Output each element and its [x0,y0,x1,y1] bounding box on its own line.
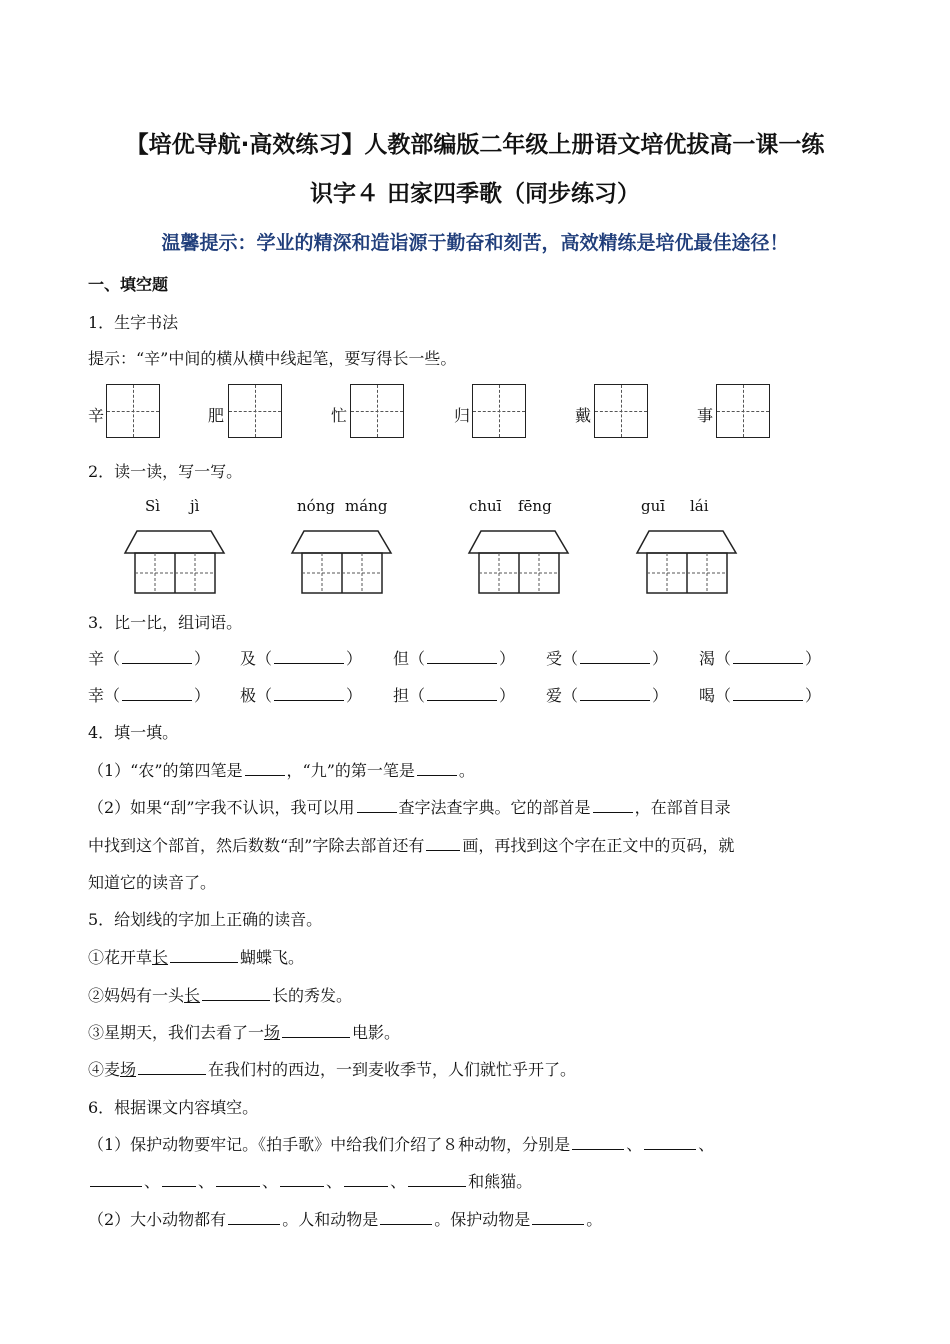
answer-blank[interactable] [427,649,497,664]
q6-part1-line1: （1）保护动物要牢记。《拍手歌》中给我们介绍了８种动物，分别是 、 、 [88,1135,715,1154]
answer-blank[interactable] [122,686,192,701]
q4-title: 4．填一填。 [88,723,179,742]
answer-blank[interactable] [427,686,497,701]
answer-blank[interactable] [202,986,270,1001]
grid-char: 肥 [208,406,225,425]
answer-blank[interactable] [280,1172,324,1187]
pinyin: chuī [469,497,502,515]
compare-item: 幸（ ） [88,686,211,705]
answer-blank[interactable] [580,649,650,664]
answer-blank[interactable] [417,761,457,776]
q5-item: ②妈妈有一头长 长的秀发。 [88,986,353,1005]
q4-part2-line3: 知道它的读音了。 [88,873,217,892]
answer-blank[interactable] [282,1023,350,1038]
answer-blank[interactable] [733,649,803,664]
q6-title: 6．根据课文内容填空。 [88,1098,259,1117]
compare-item: 渴（ ） [699,649,822,668]
grid-char: 忙 [331,406,348,425]
answer-blank[interactable] [380,1210,432,1225]
q3-title: 3．比一比，组词语。 [88,613,243,632]
page-title: 【培优导航·高效练习】人教部编版二年级上册语文培优拔高一课一练 [125,132,825,158]
answer-blank[interactable] [532,1210,584,1225]
grid-char: 归 [454,406,471,425]
section-title: 一、填空题 [88,275,169,294]
compare-item: 喝（ ） [699,686,822,705]
q5-title: 5．给划线的字加上正确的读音。 [88,910,323,929]
pinyin-house-box[interactable] [123,530,227,594]
answer-blank[interactable] [245,761,285,776]
pinyin: guī [641,497,666,515]
compare-item: 但（ ） [393,649,516,668]
compare-item: 爱（ ） [546,686,669,705]
grid-char: 戴 [575,406,592,425]
q4-part1: （1）“农”的第四笔是 ，“九”的第一笔是 。 [88,761,475,780]
page-subtitle: 识字４ 田家四季歌（同步练习） [309,181,640,207]
answer-blank[interactable] [580,686,650,701]
q5-item: ③星期天，我们去看了一场 电影。 [88,1023,401,1042]
pinyin: Sì [145,497,161,515]
answer-blank[interactable] [274,686,344,701]
answer-blank[interactable] [228,1210,280,1225]
pinyin: lái [690,497,709,515]
pinyin: máng [345,497,388,515]
grid-char: 辛 [88,406,105,425]
answer-blank[interactable] [408,1172,466,1187]
compare-item: 受（ ） [546,649,669,668]
pinyin-house-box[interactable] [467,530,571,594]
q5-item: ④麦场 在我们村的西边，一到麦收季节，人们就忙乎开了。 [88,1060,577,1079]
answer-blank[interactable] [426,836,460,851]
writing-box[interactable] [228,384,282,438]
answer-blank[interactable] [138,1060,206,1075]
q2-title: 2．读一读，写一写。 [88,462,243,481]
q6-part1-line2: 、 、 、 、 、 和熊猫。 [88,1169,532,1192]
q4-part2-line2: 中找到这个部首，然后数数“刮”字除去部首还有 画，再找到这个字在正文中的页码，就 [88,836,735,855]
pinyin-house-box[interactable] [635,530,739,594]
answer-blank[interactable] [216,1172,260,1187]
compare-item: 极（ ） [240,686,363,705]
pinyin: nóng [297,497,335,515]
compare-item: 辛（ ） [88,649,211,668]
q1-hint: 提示：“辛”中间的横从横中线起笔，要写得长一些。 [88,349,457,368]
answer-blank[interactable] [733,686,803,701]
compare-item: 及（ ） [240,649,363,668]
answer-blank[interactable] [274,649,344,664]
tip-banner: 温馨提示：学业的精深和造诣源于勤奋和刻苦，高效精练是培优最佳途径！ [161,232,789,254]
answer-blank[interactable] [170,948,238,963]
q4-part2-line1: （2）如果“刮”字我不认识，我可以用 查字法查字典。它的部首是 ，在部首目录 [88,798,731,817]
answer-blank[interactable] [90,1172,142,1187]
compare-item: 担（ ） [393,686,516,705]
answer-blank[interactable] [122,649,192,664]
q5-item: ①花开草长 蝴蝶飞。 [88,948,305,967]
writing-box[interactable] [350,384,404,438]
pinyin: jì [190,497,200,515]
q6-part2: （2）大小动物都有 。人和动物是 。保护动物是 。 [88,1210,603,1229]
writing-box[interactable] [472,384,526,438]
writing-box[interactable] [594,384,648,438]
pinyin-house-box[interactable] [290,530,394,594]
answer-blank[interactable] [593,798,633,813]
answer-blank[interactable] [644,1135,696,1150]
pinyin: fēng [518,497,552,515]
answer-blank[interactable] [572,1135,624,1150]
grid-char: 事 [697,406,714,425]
writing-box[interactable] [716,384,770,438]
q1-title: 1．生字书法 [88,313,179,332]
writing-box[interactable] [106,384,160,438]
answer-blank[interactable] [344,1172,388,1187]
answer-blank[interactable] [357,798,397,813]
answer-blank[interactable] [162,1172,196,1187]
